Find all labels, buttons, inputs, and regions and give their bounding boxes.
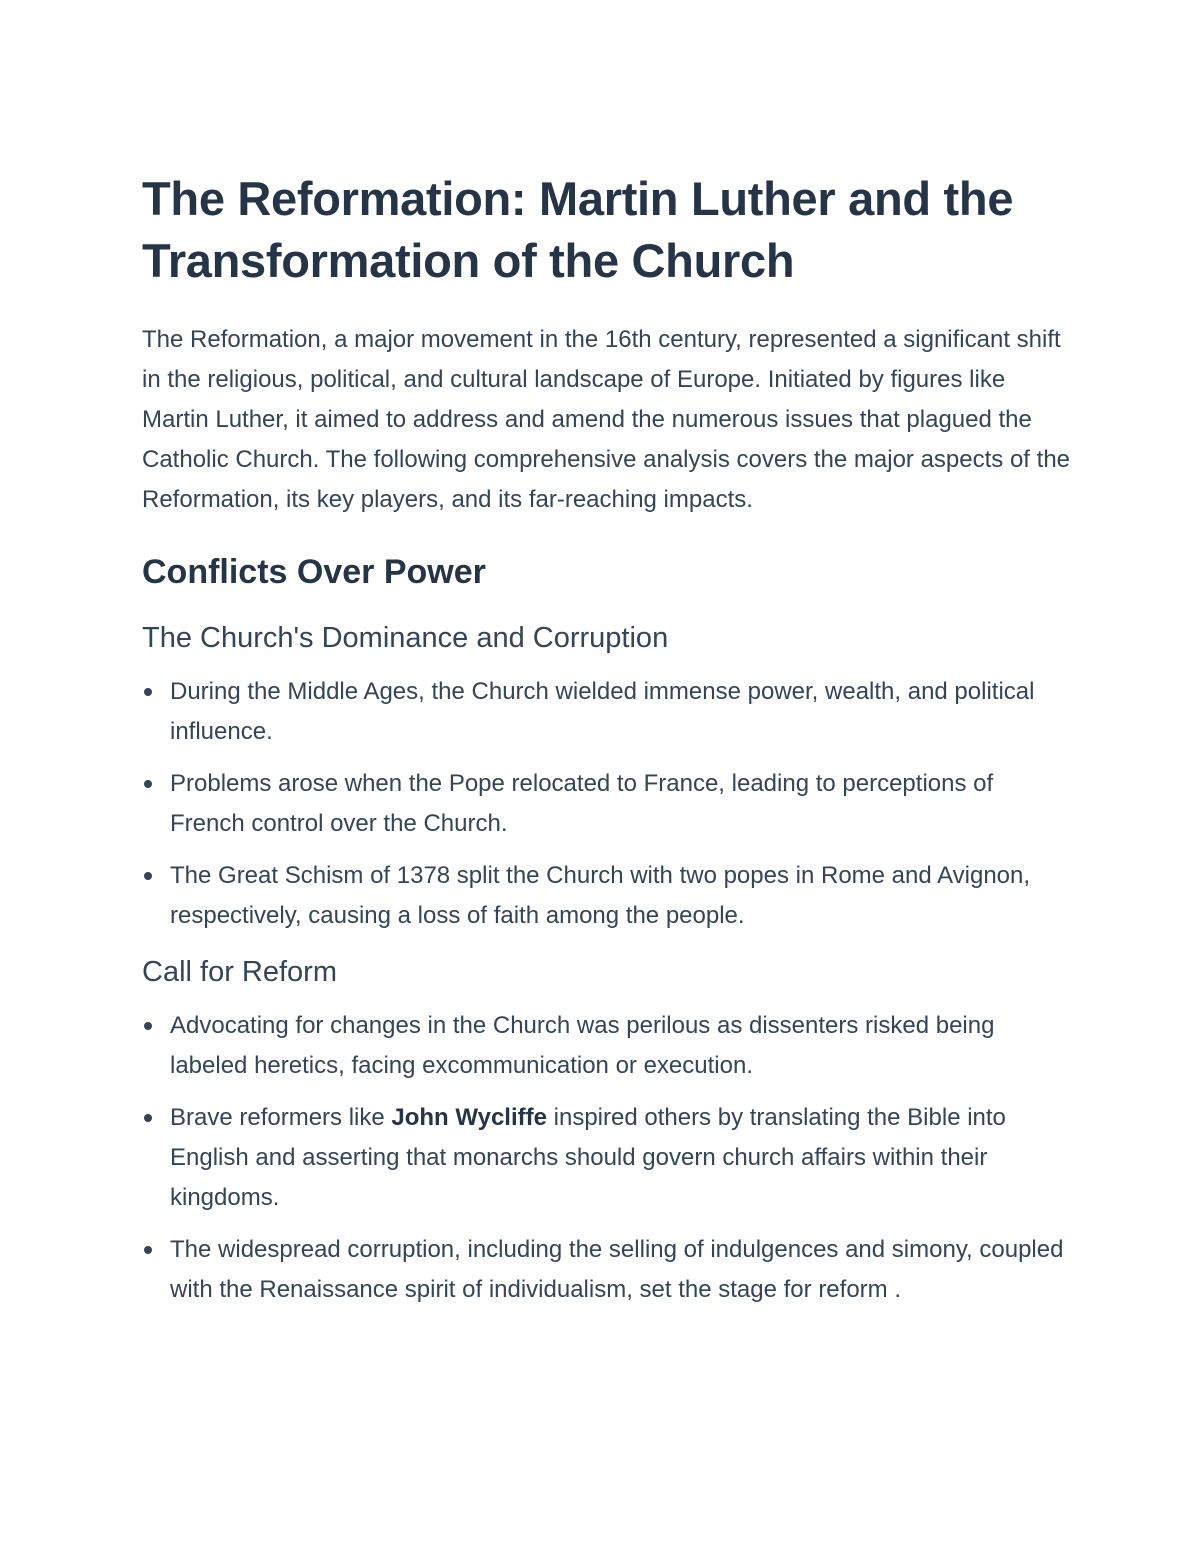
dominance-list <box>142 672 1072 936</box>
list-item-text-post: inspired others by translating the Bible into English and asserting that monarchs should govern church affairs within their kingdoms. <box>170 1104 1006 1211</box>
list-item-text-pre: Brave reformers like <box>170 1104 392 1131</box>
list-item <box>142 856 1072 936</box>
list-item <box>142 1006 1072 1086</box>
list-item <box>142 1098 1072 1218</box>
list-item <box>142 1230 1072 1310</box>
reformer-name: John Wycliffe <box>391 1104 547 1131</box>
bullet-icon <box>144 872 152 880</box>
list-item-text: The widespread corruption, including the selling of indulgences and simony, coupled with the Renaissance spirit of individualism, set the stage for reform . <box>170 1236 1064 1303</box>
bullet-icon <box>144 688 152 696</box>
intro-paragraph: The Reformation, a major movement in the 16th century, represented a significant shift in the religious, political, and cultural landscape of Europe. Initiated by figures like Martin Luther, it aimed to address and amend the numerous issues that plagued the Catholic Church. The following comprehensive analysis covers the major aspects of the Reformation, its key players, and its far-reaching impacts. <box>142 326 1071 513</box>
bullet-icon <box>144 1022 152 1030</box>
subsection-heading-reform: Call for Reform <box>142 956 337 988</box>
reform-section <box>142 952 1072 1310</box>
bullet-icon <box>144 1246 152 1254</box>
subsection-heading-dominance: The Church's Dominance and Corruption <box>142 622 669 654</box>
list-item-text: The Great Schism of 1378 split the Church with two popes in Rome and Avignon, respectively, causing a loss of faith among the people. <box>170 862 1031 929</box>
bullet-icon <box>144 1114 152 1122</box>
list-item <box>142 672 1072 752</box>
document-page <box>142 168 1072 1322</box>
reform-list <box>142 1006 1072 1310</box>
page-title: The Reformation: Martin Luther and the Transformation of the Church <box>142 172 1014 287</box>
section-heading: Conflicts Over Power <box>142 553 486 591</box>
list-item <box>142 764 1072 844</box>
list-item-text: During the Middle Ages, the Church wielded immense power, wealth, and political influence. <box>170 678 1035 745</box>
bullet-icon <box>144 780 152 788</box>
list-item-text: Advocating for changes in the Church was perilous as dissenters risked being labeled heretics, facing excommunication or execution. <box>170 1012 995 1079</box>
list-item-text: Problems arose when the Pope relocated to France, leading to perceptions of French control over the Church. <box>170 770 994 837</box>
